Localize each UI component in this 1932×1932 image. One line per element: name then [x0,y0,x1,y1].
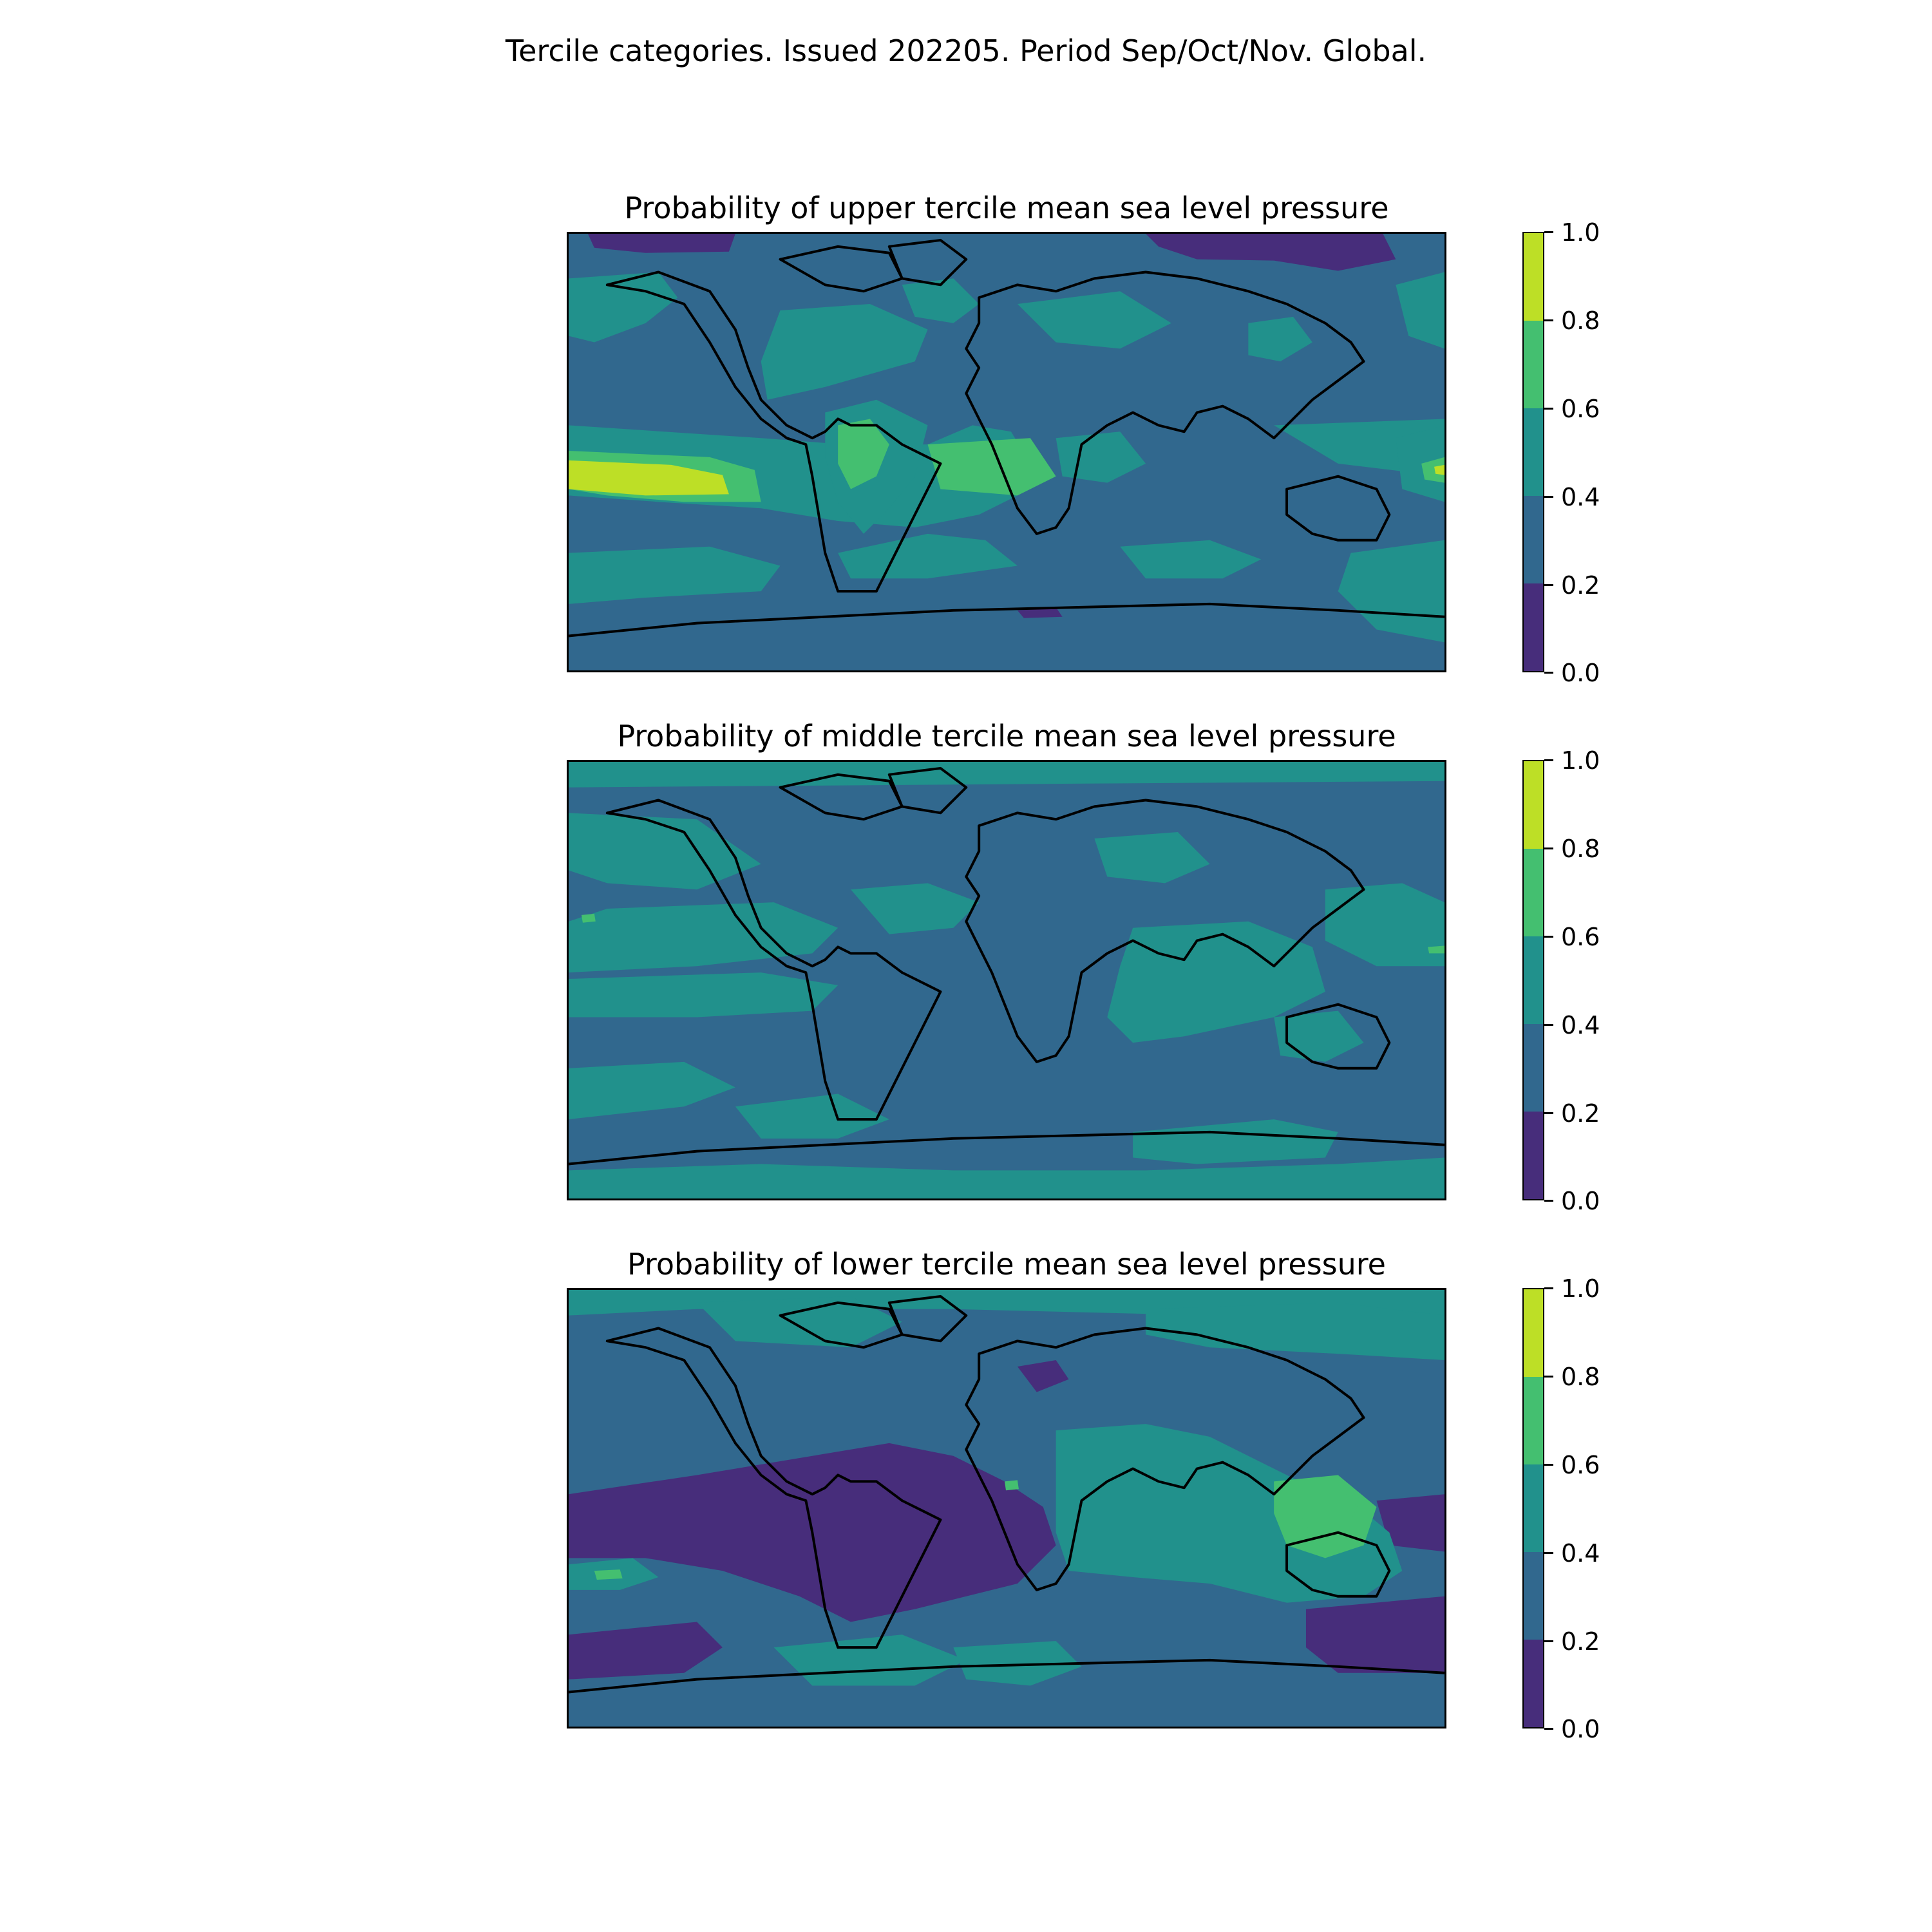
colorbar-middle [1522,760,1544,1200]
colorbar-tick-label: 0.0 [1561,1715,1600,1743]
colorbar-tick-label: 0.4 [1561,1539,1600,1567]
panel-title-lower: Probability of lower tercile mean sea level pressure [627,1247,1386,1282]
colorbar-tick-label: 0.2 [1561,1627,1600,1656]
colorbar-tick-label: 1.0 [1561,746,1600,775]
figure-title: Tercile categories. Issued 202205. Period Sep/Oct/Nov. Global. [505,33,1427,68]
colorbar-tick-label: 0.2 [1561,1099,1600,1128]
colorbar-tick-label: 0.8 [1561,835,1600,863]
colorbar-tick-label: 0.2 [1561,571,1600,600]
colorbar-upper [1522,232,1544,672]
colorbar-tick-label: 0.4 [1561,1011,1600,1039]
panel-title-upper: Probability of upper tercile mean sea level pressure [624,191,1389,225]
map-upper-field [569,234,1444,670]
map-upper-tercile [567,232,1446,672]
colorbar-tick-label: 0.4 [1561,483,1600,511]
colorbar-tick-label: 0.8 [1561,307,1600,335]
colorbar-tick-label: 0.6 [1561,1451,1600,1479]
colorbar-tick-label: 0.6 [1561,395,1600,423]
colorbar-tick-label: 1.0 [1561,1274,1600,1303]
colorbar-tick-label: 0.8 [1561,1363,1600,1391]
colorbar-tick-label: 0.6 [1561,923,1600,951]
map-lower-field [569,1290,1444,1727]
colorbar-tick-label: 0.0 [1561,659,1600,687]
colorbar-tick-label: 0.0 [1561,1187,1600,1215]
colorbar-tick-label: 1.0 [1561,218,1600,247]
map-middle-tercile [567,760,1446,1200]
map-lower-tercile [567,1288,1446,1728]
colorbar-lower [1522,1288,1544,1728]
panel-title-middle: Probability of middle tercile mean sea level pressure [617,719,1396,753]
map-middle-field [569,762,1444,1198]
